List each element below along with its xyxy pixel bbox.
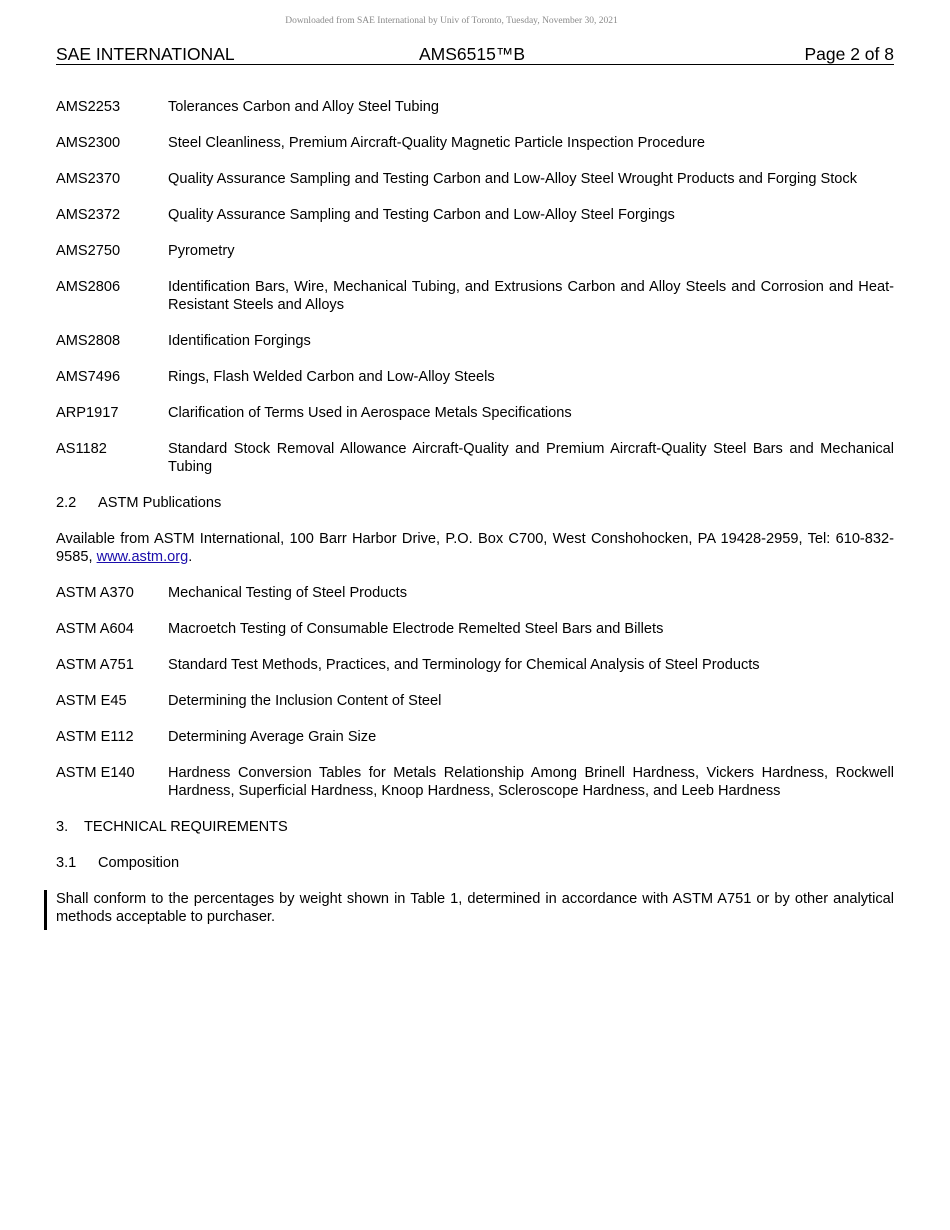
section-number: 2.2 — [56, 495, 77, 511]
reference-title: Quality Assurance Sampling and Testing Carbon and Low-Alloy Steel Wrought Products and Forging Stock — [168, 171, 857, 187]
composition-text: Shall conform to the percentages by weight shown in Table 1, determined in accordance with ASTM A751 or by other analytical methods acceptable to purchaser. — [56, 891, 894, 925]
reference-title: Macroetch Testing of Consumable Electrode Remelted Steel Bars and Billets — [168, 621, 664, 637]
reference-code: AS1182 — [56, 441, 107, 457]
section-heading-3-1 — [56, 854, 894, 872]
reference-entry — [56, 692, 894, 710]
header-doc-id: AMS6515™B — [419, 44, 526, 64]
astm-website-link[interactable]: www.astm.org — [96, 549, 189, 565]
reference-title: Standard Stock Removal Allowance Aircraft-Quality and Premium Aircraft-Quality Steel Bars and Mechanical Tubing — [168, 441, 894, 475]
availability-end: . — [188, 549, 193, 565]
reference-title: Identification Bars, Wire, Mechanical Tubing, and Extrusions Carbon and Alloy Steels and Corrosion and Heat-Resistant Steels and Alloys — [168, 279, 894, 313]
section-title: Composition — [98, 855, 180, 871]
download-watermark: Downloaded from SAE International by Univ of Toronto, Tuesday, November 30, 2021 — [285, 16, 618, 26]
reference-entry — [56, 584, 894, 602]
reference-title: Tolerances Carbon and Alloy Steel Tubing — [168, 99, 439, 115]
reference-entry — [56, 134, 894, 152]
reference-title: Determining Average Grain Size — [168, 729, 377, 745]
reference-entry — [56, 278, 894, 314]
revision-change-bar — [44, 890, 47, 930]
reference-code: ASTM A751 — [56, 657, 134, 673]
section-title: TECHNICAL REQUIREMENTS — [84, 819, 288, 835]
availability-text: Available from ASTM International, 100 Barr Harbor Drive, P.O. Box C700, West Conshohocken, PA 19428-2959, Tel: 610-832-9585, — [56, 531, 894, 565]
reference-code: ASTM A370 — [56, 585, 134, 601]
reference-entry — [56, 170, 894, 188]
section-number: 3.1 — [56, 855, 77, 871]
astm-availability-paragraph — [56, 530, 894, 566]
reference-code: AMS2253 — [56, 99, 121, 115]
reference-entry — [56, 332, 894, 350]
reference-code: AMS2300 — [56, 135, 121, 151]
section-number: 3. — [56, 819, 69, 835]
page-header — [56, 44, 894, 65]
reference-code: ARP1917 — [56, 405, 119, 421]
reference-entry — [56, 368, 894, 386]
header-page-number: Page 2 of 8 — [804, 44, 894, 64]
reference-title: Rings, Flash Welded Carbon and Low-Alloy Steels — [168, 369, 495, 385]
reference-entry — [56, 728, 894, 746]
header-org: SAE INTERNATIONAL — [56, 44, 235, 64]
reference-title: Clarification of Terms Used in Aerospace Metals Specifications — [168, 405, 572, 421]
reference-entry — [56, 656, 894, 674]
reference-entry — [56, 404, 894, 422]
reference-title: Quality Assurance Sampling and Testing Carbon and Low-Alloy Steel Forgings — [168, 207, 675, 223]
reference-title: Standard Test Methods, Practices, and Terminology for Chemical Analysis of Steel Products — [168, 657, 760, 673]
reference-entry — [56, 764, 894, 800]
reference-code: ASTM A604 — [56, 621, 134, 637]
reference-code: ASTM E140 — [56, 765, 135, 781]
reference-title: Identification Forgings — [168, 333, 311, 349]
section-heading-3 — [56, 818, 894, 836]
section-title: ASTM Publications — [98, 495, 222, 511]
reference-entry — [56, 440, 894, 476]
reference-code: AMS2806 — [56, 279, 121, 295]
reference-code: ASTM E112 — [56, 729, 134, 745]
reference-entry — [56, 206, 894, 224]
reference-entry — [56, 98, 894, 116]
reference-entry — [56, 242, 894, 260]
reference-code: ASTM E45 — [56, 693, 127, 709]
reference-code: AMS2750 — [56, 243, 121, 259]
reference-code: AMS2372 — [56, 207, 121, 223]
reference-title: Pyrometry — [168, 243, 235, 259]
reference-code: AMS2370 — [56, 171, 121, 187]
reference-code: AMS2808 — [56, 333, 121, 349]
reference-title: Hardness Conversion Tables for Metals Relationship Among Brinell Hardness, Vickers Hardness, Rockwell Hardness, Superficial Hardness, Knoop Hardness, Scleroscope Hardness, and Leeb Hardness — [168, 765, 894, 799]
section-heading-2-2 — [56, 494, 894, 512]
document-body — [56, 98, 894, 944]
reference-code: AMS7496 — [56, 369, 121, 385]
reference-title: Mechanical Testing of Steel Products — [168, 585, 408, 601]
reference-title: Steel Cleanliness, Premium Aircraft-Quality Magnetic Particle Inspection Procedure — [168, 135, 705, 151]
reference-title: Determining the Inclusion Content of Steel — [168, 693, 442, 709]
composition-paragraph — [56, 890, 894, 926]
reference-entry — [56, 620, 894, 638]
